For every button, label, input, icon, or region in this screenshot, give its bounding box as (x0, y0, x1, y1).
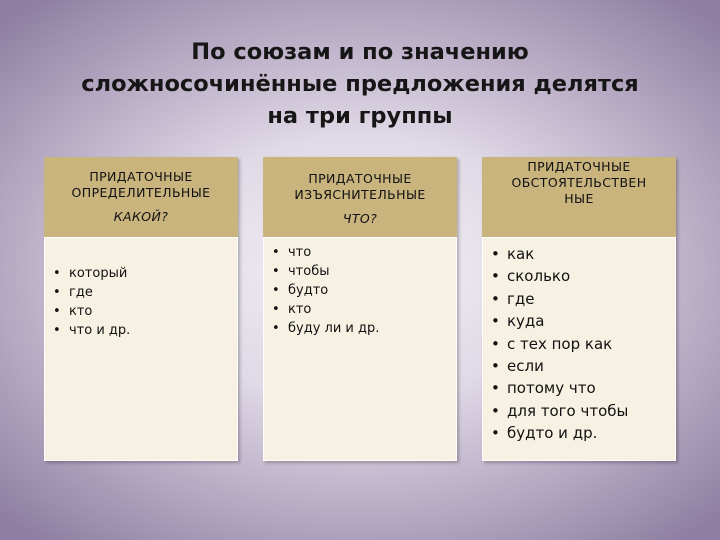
group-body (482, 237, 676, 461)
list-item: • для того чтобы (491, 400, 628, 422)
list-item: • кто (53, 302, 130, 321)
list-item: • потому что (491, 377, 628, 399)
title-line: По союзам и по значению (191, 39, 529, 65)
conjunction-list (491, 243, 628, 445)
group-header (44, 157, 238, 237)
heading-line: ОБСТОЯТЕЛЬСТВЕН (511, 175, 647, 190)
group-body (263, 237, 457, 461)
heading-line: НЫЕ (564, 191, 594, 206)
heading-line: ОПРЕДЕЛИТЕЛЬНЫЕ (71, 185, 211, 200)
group-header (263, 157, 457, 237)
list-item: • что и др. (53, 321, 130, 340)
group-card-attributive (44, 157, 238, 461)
list-item: • который (53, 264, 130, 283)
heading-line: ПРИДАТОЧНЫЕ (527, 159, 631, 174)
list-item: • как (491, 243, 628, 265)
list-item: • если (491, 355, 628, 377)
list-item: • будто (272, 281, 379, 300)
heading-line: ИЗЪЯСНИТЕЛЬНЫЕ (294, 187, 426, 202)
group-body (44, 237, 238, 461)
heading-line: ПРИДАТОЧНЫЕ (89, 169, 193, 184)
conjunction-list (53, 264, 130, 340)
list-item: • буду ли и др. (272, 319, 379, 338)
group-heading (263, 171, 457, 203)
list-item: • что (272, 243, 379, 262)
conjunction-list (272, 243, 379, 338)
group-question: ЧТО? (342, 211, 378, 226)
group-card-explanatory (263, 157, 457, 461)
group-question: КАКОЙ? (113, 209, 169, 224)
group-heading (482, 159, 676, 207)
list-item: • с тех пор как (491, 333, 628, 355)
list-item: • где (491, 288, 628, 310)
group-card-adverbial (482, 157, 676, 461)
list-item: • где (53, 283, 130, 302)
list-item: • будто и др. (491, 422, 628, 444)
list-item: • чтобы (272, 262, 379, 281)
heading-line: ПРИДАТОЧНЫЕ (308, 171, 412, 186)
title-line: сложносочинённые предложения делятся (81, 71, 639, 97)
title-line: на три группы (267, 103, 453, 129)
slide-title (40, 36, 680, 132)
list-item: • сколько (491, 265, 628, 287)
list-item: • куда (491, 310, 628, 332)
group-header (482, 157, 676, 237)
list-item: • кто (272, 300, 379, 319)
group-heading (44, 169, 238, 201)
